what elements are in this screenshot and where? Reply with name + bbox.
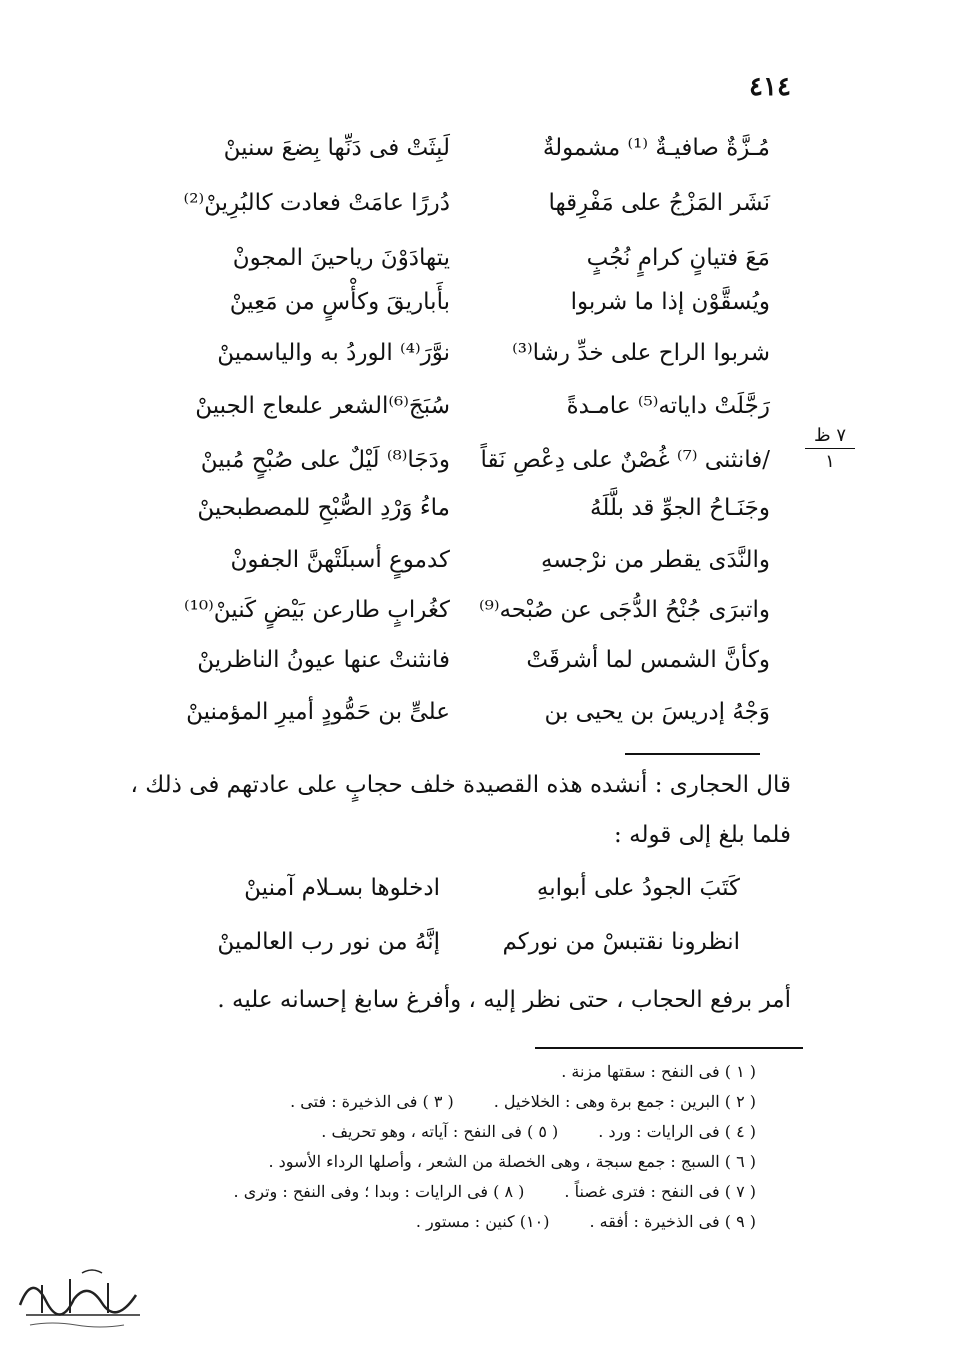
verse-first-hemistich: رَجَّلَتْ داياته⁽⁵⁾ عامـدةً: [566, 393, 770, 419]
verse-first-hemistich: ويُسقَّوْن إذا ما شربوا: [570, 289, 770, 315]
verse-second-hemistich: فانثنتْ عنها عيونُ الناظرينْ: [197, 647, 450, 673]
footnote-line: [136, 1057, 756, 1087]
prose-paragraph: فلما بلغ إلى قوله :: [614, 822, 791, 848]
footnote: ( ٨ ) فى الرايات : وبدا ؛ وفى النفح : وترى .: [233, 1182, 525, 1201]
verse-first-hemistich: مُـزَّةٌ صافيـةٌ ⁽¹⁾ مشمولةٌ: [542, 135, 770, 161]
verse-second-hemistich: لَبِثَتْ فى دَنِّها بِضعَ سنينْ: [223, 135, 450, 161]
divider: [625, 753, 760, 755]
verse-second-hemistich: إنَّهُ من نور رب العالمينْ: [217, 929, 440, 955]
verse-first-hemistich: وَجْهُ إدريسَ بن يحيى بن: [544, 699, 770, 725]
verse-first-hemistich: انظرونا نقتبسْ من نوركم: [502, 929, 740, 955]
verse-second-hemistich: بأَباريقَ وكأْسٍ من مَعِينْ: [229, 289, 450, 315]
verse-row: [150, 183, 770, 239]
verse-first-hemistich: مَعَ فتيانٍ كرامٍ نُجُبٍ: [586, 245, 770, 271]
verse-row: [150, 540, 770, 596]
verse-first-hemistich: شربوا الراح على خدِّ رشا⁽³⁾: [512, 340, 770, 366]
verse-first-hemistich: وكأنَّ الشمس لما أشرقَتْ: [526, 647, 770, 673]
verse-second-hemistich: سُبَجَ⁽⁶⁾الشعر علىعاج الجبينْ: [195, 393, 450, 419]
verse-row: [150, 640, 770, 696]
verse-second-hemistich: يتهادَوْنَ رياحينَ المجونْ: [232, 245, 450, 271]
footnotes: [136, 1057, 756, 1237]
verse-second-hemistich: علىٍّ بن حَمُّودٍ أميرِ المؤمنينْ: [186, 699, 450, 725]
footnote: ( ٦ ) السبج : جمع سبجة ، وهى الخصلة من الشعر ، وأصلها الرداء الأسود .: [268, 1152, 756, 1171]
footnote-divider: [535, 1047, 803, 1049]
quoted-verse-row: [180, 868, 740, 918]
verse-first-hemistich: كَتَبَ الجودُ على أبوابهِ: [536, 875, 740, 901]
verse-second-hemistich: كغُرابٍ طارعن بَيْضٍ كَنينْ⁽¹⁰⁾: [184, 597, 450, 623]
quoted-verse-row: [180, 922, 740, 972]
verse-second-hemistich: دُررًا عامَتْ فعادت كالبُرِينْ⁽²⁾: [183, 190, 450, 216]
verse-second-hemistich: ودَجَا⁽⁸⁾ لَيْلٌ على صُبْحٍ مُبينْ: [200, 447, 450, 473]
footnote: ( ٩ ) فى الذخيرة : أفقه .: [589, 1212, 756, 1231]
verse-first-hemistich: واتبرَى جُنْحُ الدُّجَى عن صُبْحه⁽⁹⁾: [478, 597, 770, 623]
footnote-line: [136, 1207, 756, 1237]
verse-row: [150, 128, 770, 184]
footnote: (١٠) كنين : مستور .: [415, 1212, 550, 1231]
footnote-line: [136, 1087, 756, 1117]
footnote: ( ١ ) فى النفح : سقتها مزنة .: [561, 1062, 756, 1081]
verse-first-hemistich: وجَنَـاحُ الجوِّ قد بلَّلَهُ: [590, 495, 770, 521]
verse-second-hemistich: ماءُ وَرْدِ الصُّبْحِ للمصطبحينْ: [197, 495, 450, 521]
folio-number: ٧ ظ: [805, 425, 855, 449]
prose-paragraph: قال الحجارى : أنشده هذه القصيدة خلف حجابٍ على عادتهم فى ذلك ،: [130, 772, 791, 798]
verse-row: [150, 282, 770, 338]
footnote-line: [136, 1147, 756, 1177]
verse-first-hemistich: نَشَر المَزْجُ على مَفْرِقها: [548, 190, 770, 216]
verse-first-hemistich: والنَّدَى يقطر من نرْجسهِ: [540, 547, 770, 573]
verse-row: [150, 488, 770, 544]
footnote: ( ٥ ) فى النفح : آياته ، وهو تحريف .: [321, 1122, 559, 1141]
footnote: ( ٤ ) فى الرايات : ورد .: [598, 1122, 756, 1141]
footnote-line: [136, 1117, 756, 1147]
verse-row: [150, 590, 770, 646]
verse-first-hemistich: /فانثنى ⁽⁷⁾ غُصْنٌ على دِعْصِ نَقاً: [480, 447, 770, 473]
verse-second-hemistich: نوَّرَ⁽⁴⁾ الوردُ به والياسمينْ: [217, 340, 450, 366]
watermark-logo: [12, 1265, 152, 1335]
verse-row: [150, 333, 770, 389]
footnote: ( ٣ ) فى الذخيرة : فتى .: [290, 1092, 454, 1111]
verse-row: [150, 386, 770, 442]
manuscript-folio-note: [805, 425, 855, 472]
verse-second-hemistich: ادخلوها بسـلام آمنينْ: [244, 875, 440, 901]
footnote: ( ٧ ) فى النفح : فترى غصناً .: [564, 1182, 756, 1201]
footnote: ( ٢ ) البرين : جمع برة وهى : الخلاخيل .: [493, 1092, 756, 1111]
folio-side: ١: [825, 451, 835, 472]
page-number: ٤١٤: [749, 72, 791, 102]
prose-paragraph: أمر برفع الحجاب ، حتى نظر إليه ، وأفرغ سابغ إحسانه عليه .: [217, 987, 791, 1013]
footnote-line: [136, 1177, 756, 1207]
verse-second-hemistich: كدموعٍ أسبلَتْهنَّ الجفونْ: [230, 547, 450, 573]
verse-row: [150, 692, 770, 748]
